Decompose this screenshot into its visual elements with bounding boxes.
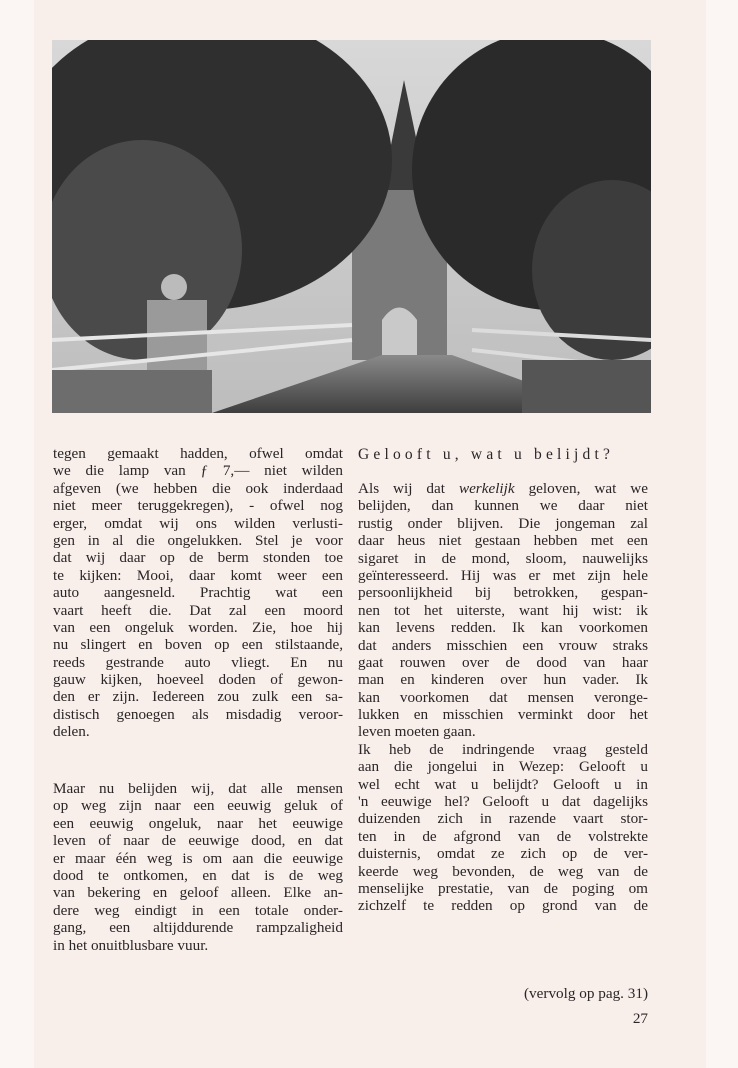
text-line: lukken en misschien verminkt door het <box>358 706 648 724</box>
text-line: rustig onder blijven. Die jongeman zal <box>358 514 648 532</box>
text-line: sigaret in de mond, sloom, nauwelijks <box>358 549 648 567</box>
text-line: Ik heb de indringende vraag gesteld <box>358 740 648 758</box>
text-line: van een ongeluk worden. Zie, hoe hij <box>53 618 343 636</box>
photo-illustration <box>52 40 651 413</box>
text-line: zichzelf te redden op grond van de <box>358 897 648 915</box>
text-line: we die lamp van ƒ 7,— niet wilden <box>53 462 343 480</box>
text-fragment: Als wij dat <box>358 480 459 497</box>
right-column-text <box>358 480 648 915</box>
text-line: menselijke prestatie, van de poging om <box>358 879 648 897</box>
text-line: afgeven (we hebben die ook inderdaad <box>53 479 343 497</box>
text-line: vaart heeft die. Dat zal een moord <box>53 601 343 619</box>
text-line: van bekering en geloof alleen. Elke an- <box>53 884 343 902</box>
text-line: nen tot het uiterste, want hij wist: ik <box>358 601 648 619</box>
text-line: dat wij daar op de berm stonden toe <box>53 549 343 567</box>
text-line: niet meer teruggekregen), - ofwel nog <box>53 497 343 515</box>
text-line: nu slingert en boven op een stilstaande, <box>53 636 343 654</box>
text-line: gang, een altijddurende rampzaligheid <box>53 919 343 937</box>
text-line: in het onuitblusbare vuur. <box>53 936 209 954</box>
text-line: daar heus niet gestaan hebben met een <box>358 532 648 550</box>
text-line: leven of naar de eeuwige dood, en dat <box>53 832 343 850</box>
text-line: duisternis, omdat ze zich op de ver- <box>358 845 648 863</box>
text-line: keerde weg bevonden, de weg van de <box>358 862 648 880</box>
text-fragment: geloven, wat we <box>514 480 648 497</box>
text-line: gauw kijken, hoeveel doden of gewon- <box>53 671 343 689</box>
text-line: gaat rouwen over de dood van haar <box>358 653 648 671</box>
text-line: distisch genoegen als misdadig veroor- <box>53 705 343 723</box>
page-number: 27 <box>632 1010 648 1027</box>
text-line: op weg zijn naar een eeuwig geluk of <box>53 797 343 815</box>
text-line: een eeuwig ongeluk, naar het eeuwige <box>53 814 343 832</box>
text-line: gen in al die ongelukken. Stel je voor <box>53 531 343 549</box>
text-line: wel echt wat u belijdt? Gelooft u in <box>358 775 648 793</box>
italic-emphasis: werkelijk <box>458 480 515 497</box>
text-line: aan die jongelui in Wezep: Gelooft u <box>358 758 648 776</box>
text-line: den er zijn. Iedereen zou zulk een sa- <box>53 688 343 706</box>
text-line: dat anders misschien een vrouw straks <box>358 636 648 654</box>
text-line: kan voorkomen dat mensen veronge- <box>358 688 648 706</box>
left-column-paragraph-2 <box>53 780 343 954</box>
section-heading: Gelooft u, wat u belijdt? <box>358 446 615 463</box>
text-line: reeds gestrande auto vliegt. En nu <box>53 653 343 671</box>
text-line <box>358 480 648 497</box>
text-line: auto aangesneld. Prachtig wat een <box>53 584 343 602</box>
text-line: dere weg eindigt in een totale onder- <box>53 901 343 919</box>
text-line: er maar één weg is om aan die eeuwige <box>53 849 343 867</box>
text-line: man en kinderen over hun vader. Ik <box>358 671 648 689</box>
left-column-paragraph-1 <box>53 445 343 741</box>
text-line: tegen gemaakt hadden, ofwel omdat <box>53 445 343 462</box>
text-line: geïnteresseerd. Hij was er met zijn hele <box>358 566 648 584</box>
text-line: ten in de afgrond van de volstrekte <box>358 827 648 845</box>
text-line: kan levens redden. Ik kan voorkomen <box>358 619 648 637</box>
text-line: delen. <box>53 723 90 741</box>
text-line: dood te ontkomen, en dat is de weg <box>53 866 343 884</box>
photo-town-gate <box>52 40 651 413</box>
continuation-note: (vervolg op pag. 31) <box>524 985 648 1002</box>
text-line: belijden, dan kunnen we daar niet <box>358 497 648 515</box>
text-line: leven moeten gaan. <box>358 723 476 741</box>
text-line: persoonlijkheid bij betrokken, gespan- <box>358 584 648 602</box>
text-line: Maar nu belijden wij, dat alle mensen <box>53 780 343 797</box>
text-line: 'n eeuwige hel? Gelooft u dat dagelijks <box>358 793 648 811</box>
text-line: duizenden zich in razende vaart stor- <box>358 810 648 828</box>
text-line: erger, omdat wij ons wilden verlusti- <box>53 514 343 532</box>
text-line: te kijken: Mooi, daar komt weer een <box>53 566 343 584</box>
